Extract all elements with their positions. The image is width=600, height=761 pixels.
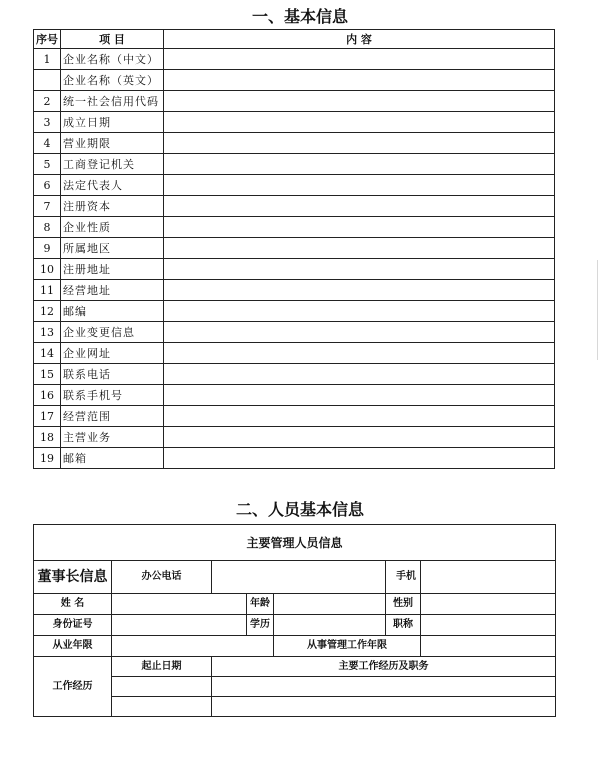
row-seq: 14 bbox=[34, 343, 61, 364]
personnel-info-table bbox=[33, 524, 556, 717]
table-row bbox=[34, 175, 555, 196]
gender-field[interactable] bbox=[421, 594, 556, 615]
main-history-header: 主要工作经历及职务 bbox=[212, 657, 556, 677]
id-number-label: 身份证号 bbox=[34, 615, 112, 636]
history-date-field[interactable] bbox=[112, 697, 212, 717]
row-item: 邮箱 bbox=[61, 448, 164, 469]
table-row bbox=[34, 280, 555, 301]
row-seq: 7 bbox=[34, 196, 61, 217]
row-item: 经营地址 bbox=[61, 280, 164, 301]
table-row bbox=[34, 196, 555, 217]
row-seq: 15 bbox=[34, 364, 61, 385]
mobile-field[interactable] bbox=[421, 561, 556, 594]
row-content-field[interactable] bbox=[164, 406, 555, 427]
row-seq: 6 bbox=[34, 175, 61, 196]
table-header-row bbox=[34, 30, 555, 49]
row-item: 企业变更信息 bbox=[61, 322, 164, 343]
section1-title: 一、基本信息 bbox=[251, 7, 348, 26]
work-history-label: 工作经历 bbox=[34, 657, 112, 717]
header-item: 项 目 bbox=[61, 30, 164, 49]
row-content-field[interactable] bbox=[164, 217, 555, 238]
row-seq: 5 bbox=[34, 154, 61, 175]
table-row bbox=[34, 238, 555, 259]
row-seq: 3 bbox=[34, 112, 61, 133]
row-content-field[interactable] bbox=[164, 364, 555, 385]
row-content-field[interactable] bbox=[164, 196, 555, 217]
mobile-label: 手机 bbox=[386, 561, 421, 594]
row-content-field[interactable] bbox=[164, 427, 555, 448]
row-item: 经营范围 bbox=[61, 406, 164, 427]
table-row bbox=[34, 133, 555, 154]
row-content-field[interactable] bbox=[164, 112, 555, 133]
row-content-field[interactable] bbox=[164, 70, 555, 91]
chairman-label: 董事长信息 bbox=[34, 561, 112, 594]
row-item: 联系手机号 bbox=[61, 385, 164, 406]
office-phone-field[interactable] bbox=[212, 561, 386, 594]
id-number-field[interactable] bbox=[112, 615, 247, 636]
row-seq: 13 bbox=[34, 322, 61, 343]
row-item: 法定代表人 bbox=[61, 175, 164, 196]
table-row bbox=[34, 322, 555, 343]
education-field[interactable] bbox=[274, 615, 386, 636]
table-row bbox=[34, 427, 555, 448]
row-content-field[interactable] bbox=[164, 322, 555, 343]
position-label: 职称 bbox=[386, 615, 421, 636]
start-date-header: 起止日期 bbox=[112, 657, 212, 677]
row-content-field[interactable] bbox=[164, 175, 555, 196]
row-item: 企业名称（英文） bbox=[61, 70, 164, 91]
row-item: 企业名称（中文） bbox=[61, 49, 164, 70]
header-content: 内 容 bbox=[164, 30, 555, 49]
table-row bbox=[34, 448, 555, 469]
table-row bbox=[34, 49, 555, 70]
row-item: 统一社会信用代码 bbox=[61, 91, 164, 112]
row-item: 企业网址 bbox=[61, 343, 164, 364]
header-seq: 序号 bbox=[34, 30, 61, 49]
row-seq: 18 bbox=[34, 427, 61, 448]
row-item: 注册地址 bbox=[61, 259, 164, 280]
row-item: 营业期限 bbox=[61, 133, 164, 154]
row-content-field[interactable] bbox=[164, 448, 555, 469]
basic-info-table bbox=[33, 29, 555, 469]
row-seq: 17 bbox=[34, 406, 61, 427]
table-row bbox=[34, 385, 555, 406]
table-title: 主要管理人员信息 bbox=[34, 525, 556, 561]
table-row bbox=[34, 301, 555, 322]
history-detail-field[interactable] bbox=[212, 677, 556, 697]
table-row bbox=[34, 70, 555, 91]
years-in-management-label: 从事管理工作年限 bbox=[274, 636, 421, 657]
years-in-industry-field[interactable] bbox=[112, 636, 274, 657]
education-label: 学历 bbox=[247, 615, 274, 636]
row-content-field[interactable] bbox=[164, 133, 555, 154]
table-row bbox=[34, 343, 555, 364]
row-content-field[interactable] bbox=[164, 238, 555, 259]
age-field[interactable] bbox=[274, 594, 386, 615]
gender-label: 性别 bbox=[386, 594, 421, 615]
years-in-industry-label: 从业年限 bbox=[34, 636, 112, 657]
row-item: 注册资本 bbox=[61, 196, 164, 217]
row-item: 工商登记机关 bbox=[61, 154, 164, 175]
table-row bbox=[34, 91, 555, 112]
row-seq: 4 bbox=[34, 133, 61, 154]
age-label: 年龄 bbox=[247, 594, 274, 615]
row-item: 成立日期 bbox=[61, 112, 164, 133]
section2-title: 二、人员基本信息 bbox=[235, 500, 364, 519]
row-item: 联系电话 bbox=[61, 364, 164, 385]
row-seq: 11 bbox=[34, 280, 61, 301]
row-item: 主营业务 bbox=[61, 427, 164, 448]
table-row bbox=[34, 154, 555, 175]
row-content-field[interactable] bbox=[164, 280, 555, 301]
row-content-field[interactable] bbox=[164, 259, 555, 280]
name-field[interactable] bbox=[112, 594, 247, 615]
row-content-field[interactable] bbox=[164, 49, 555, 70]
row-seq: 19 bbox=[34, 448, 61, 469]
page-edge-rule bbox=[597, 260, 598, 360]
name-label: 姓 名 bbox=[34, 594, 112, 615]
row-content-field[interactable] bbox=[164, 91, 555, 112]
history-date-field[interactable] bbox=[112, 677, 212, 697]
row-seq: 9 bbox=[34, 238, 61, 259]
row-content-field[interactable] bbox=[164, 343, 555, 364]
table-row bbox=[34, 364, 555, 385]
table-row bbox=[34, 406, 555, 427]
row-seq: 10 bbox=[34, 259, 61, 280]
row-content-field[interactable] bbox=[164, 385, 555, 406]
position-field[interactable] bbox=[421, 615, 556, 636]
row-seq bbox=[34, 70, 61, 91]
row-seq: 12 bbox=[34, 301, 61, 322]
row-seq: 1 bbox=[34, 49, 61, 70]
row-seq: 8 bbox=[34, 217, 61, 238]
table-row bbox=[34, 217, 555, 238]
row-content-field[interactable] bbox=[164, 154, 555, 175]
table-row bbox=[34, 259, 555, 280]
row-item: 企业性质 bbox=[61, 217, 164, 238]
table-row bbox=[34, 112, 555, 133]
years-in-management-field[interactable] bbox=[421, 636, 556, 657]
row-content-field[interactable] bbox=[164, 301, 555, 322]
row-seq: 2 bbox=[34, 91, 61, 112]
history-detail-field[interactable] bbox=[212, 697, 556, 717]
row-seq: 16 bbox=[34, 385, 61, 406]
office-phone-label: 办公电话 bbox=[112, 561, 212, 594]
row-item: 所属地区 bbox=[61, 238, 164, 259]
row-item: 邮编 bbox=[61, 301, 164, 322]
